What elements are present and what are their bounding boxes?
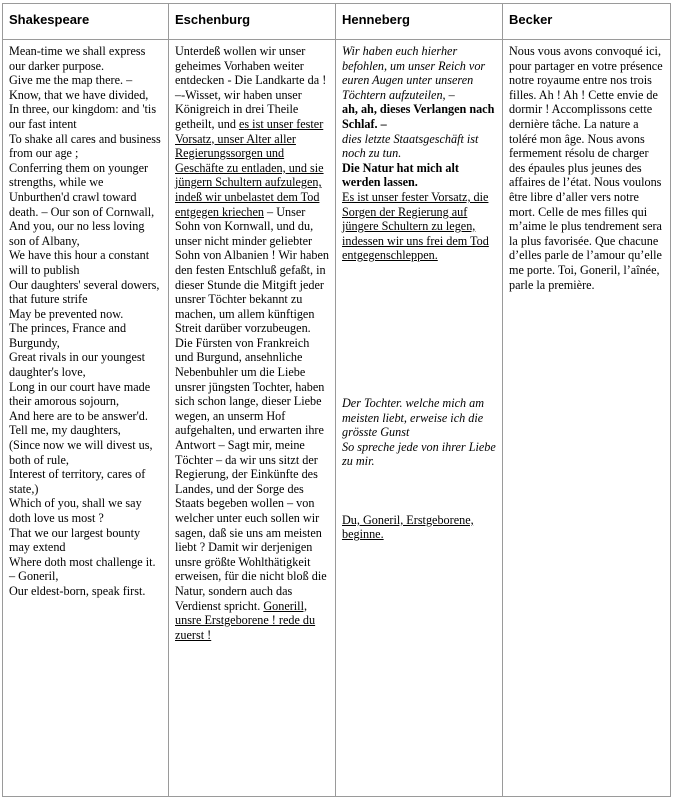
henneberg-underlined: Es ist unser fester Vorsatz, die Sorgen der Regierung auf jüngere Schultern zu legen, indessen wir uns frei dem Tod entgegenschleppen.: [342, 189, 489, 263]
shakespeare-line: Great rivals in our youngest daughter's love,: [9, 350, 146, 380]
translation-comparison-table: [2, 3, 671, 797]
spacer: [342, 263, 496, 396]
eschenburg-text-plain: Unterdeß wollen wir unser geheimes Vorhaben weiter entdecken - Die Landkarte da ! –-Wisset, wir haben unser Königreich in drei Theile getheilt, und: [175, 44, 327, 131]
henneberg-bold: ah, ah, dieses Verlangen nach Schlaf. –: [342, 102, 495, 131]
shakespeare-line: (Since now we will divest us, both of rule,: [9, 438, 153, 467]
henneberg-italic: Wir haben euch hierher befohlen, um unser Reich vor euren Augen unter unseren Töchtern aufzuteilen,: [342, 44, 486, 102]
shakespeare-line: The princes, France and Burgundy,: [9, 321, 127, 350]
header-shakespeare: Shakespeare: [3, 4, 169, 40]
shakespeare-line: Unburthen'd crawl toward death. – Our son of Cornwall,: [9, 189, 155, 219]
shakespeare-line: May be prevented now.: [9, 306, 124, 321]
header-eschenburg: Eschenburg: [169, 4, 336, 40]
eschenburg-text-plain: – Unser Sohn von Kornwall, und du, unser nicht minder geliebter Sohn von Albanien ! Wir haben den festen Entschluß gefaßt, in dieser Stunde die Mitgift jeder unsrer Töchter bekannt zu machen, um allem künftigen Streit darüber vorzubeugen. Die Fürsten von Frankreich und Burgund, ansehnliche Nebenbuhler um die Liebe unsrer jüngsten Tochter, haben sich schon lange, dieser Liebe wegen, an unserm Hof aufgehalten, und erwarten ihre Antwort – Sagt mir, meine Töchter – da wir uns sitzt der Regierung, der Einkünfte des Landes, und der Sorge des Staats begeben wollen – von welcher unter euch sollen wir sagen, daß sie uns am meisten liebt ? Damit wir derjenigen unsre größte Wohlthätigkeit erweisen, für die nicht bloß die Natur, sondern auch das Verdienst spricht.: [175, 204, 329, 613]
shakespeare-line: Our eldest-born, speak first.: [9, 583, 146, 598]
body-row: [3, 40, 671, 797]
shakespeare-line: To shake all cares and business from our age ;: [9, 131, 161, 161]
shakespeare-line: Give me the map there. – Know, that we have divided,: [9, 73, 149, 102]
eschenburg-cell: [169, 40, 336, 797]
shakespeare-line: We have this hour a constant will to publish: [9, 248, 150, 277]
eschenburg-text-underlined: es ist unser fester Vorsatz, unser Alter aller Regierungssorgen und Geschäfte zu entladen, und sie jüngern Schultern aufzulegen, indeß wir unbelastet dem Tod entgegen kriechen: [175, 116, 324, 219]
shakespeare-line: Our daughters' several dowers, that future strife: [9, 277, 160, 307]
shakespeare-cell: [3, 40, 169, 797]
henneberg-italic: Der Tochter. welche mich am meisten liebt, erweise ich die grösste Gunst: [342, 395, 485, 440]
henneberg-bold: Die Natur hat mich alt werden lassen.: [342, 160, 459, 190]
shakespeare-line: In three, our kingdom: and 'tis our fast intent: [9, 102, 157, 131]
henneberg-underlined: Du, Goneril, Erstgeborene, beginne.: [342, 512, 474, 542]
shakespeare-line: And here are to be answer'd. Tell me, my daughters,: [9, 408, 148, 438]
shakespeare-line: That we our largest bounty may extend: [9, 525, 141, 555]
shakespeare-line: Where doth most challenge it. – Goneril,: [9, 554, 156, 584]
header-henneberg: Henneberg: [336, 4, 503, 40]
header-row: [3, 4, 671, 40]
shakespeare-line: Interest of territory, cares of state,): [9, 467, 146, 496]
shakespeare-line: Conferring them on younger strengths, while we: [9, 160, 149, 190]
shakespeare-line: Which of you, shall we say doth love us most ?: [9, 496, 142, 525]
spacer: [342, 469, 496, 513]
becker-cell: Nous vous avons convoqué ici, pour partager en votre présence notre royaume entre nos trois filles. Ah ! Ah ! Cette envie de dormir ! Accomplissons cette dernière tâche. La nature a toléré mon âge. Nous avons fermement résolu de charger des épaules plus jeunes des affaires de l’état. Nous voulons être libre d’aller vers notre mort. Celle de mes filles qui m’aime le plus tendrement sera la plus favorisée. Que chacune d’elles parle de l’amour qu’elle me porte. Toi, Goneril, l’aînée, parle la première.: [503, 40, 671, 797]
henneberg-plain: –: [445, 87, 455, 102]
eschenburg-text-underlined: Gonerill, unsre Erstgeborene ! rede du zuerst !: [175, 598, 316, 642]
shakespeare-line: And you, our no less loving son of Albany,: [9, 219, 145, 248]
shakespeare-line: Long in our court have made their amorous sojourn,: [9, 379, 151, 409]
shakespeare-line: Mean-time we shall express our darker purpose.: [9, 44, 146, 73]
header-becker: Becker: [503, 4, 671, 40]
henneberg-italic: So spreche jede von ihrer Liebe zu mir.: [342, 439, 496, 469]
henneberg-italic: dies letzte Staatsgeschäft ist noch zu tun.: [342, 131, 479, 161]
henneberg-cell: [336, 40, 503, 797]
